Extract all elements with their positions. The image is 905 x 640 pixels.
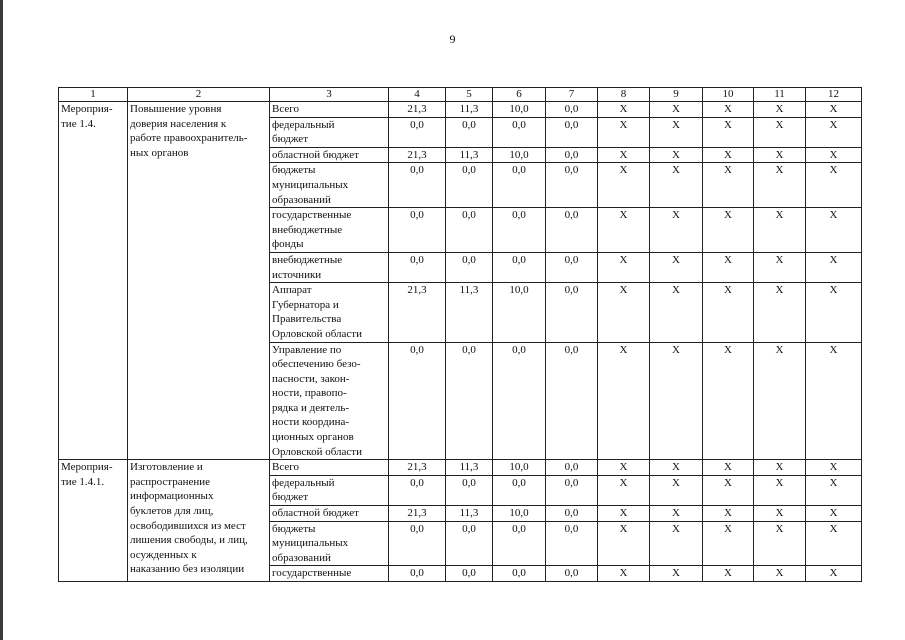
amount-cell: 0,0 — [493, 566, 546, 582]
funding-source-line: государственные — [272, 209, 352, 222]
x-mark-cell: X — [754, 208, 806, 253]
funding-source-line: областной бюджет — [272, 507, 359, 520]
amount-cell: 0,0 — [389, 163, 446, 208]
funding-source-line: источники — [272, 268, 322, 281]
x-mark-cell: X — [806, 475, 862, 505]
amount-cell: 0,0 — [493, 342, 546, 460]
amount-cell: 0,0 — [446, 342, 493, 460]
x-mark-cell: X — [754, 102, 806, 118]
header-cell: 1 — [59, 88, 128, 102]
x-mark-cell: X — [806, 163, 862, 208]
measure-code-cell — [59, 102, 128, 460]
amount-cell: 10,0 — [493, 102, 546, 118]
x-mark-cell: X — [806, 521, 862, 566]
funding-source-cell — [270, 475, 389, 505]
x-mark-cell: X — [703, 521, 754, 566]
funding-source-line: ности, правопо- — [272, 387, 347, 400]
amount-cell: 0,0 — [546, 147, 598, 163]
x-mark-cell: X — [598, 163, 650, 208]
measure-title-line: Изготовление и — [130, 461, 203, 474]
header-cell: 5 — [446, 88, 493, 102]
header-row — [59, 88, 862, 102]
amount-cell: 0,0 — [389, 117, 446, 147]
x-mark-cell: X — [754, 475, 806, 505]
header-cell: 3 — [270, 88, 389, 102]
amount-cell: 0,0 — [389, 475, 446, 505]
measure-title-cell — [128, 460, 270, 582]
funding-source-line: бюджет — [272, 491, 308, 504]
funding-source-cell — [270, 117, 389, 147]
amount-cell: 0,0 — [446, 475, 493, 505]
x-mark-cell: X — [806, 566, 862, 582]
measure-title-line: работе правоохранитель- — [130, 132, 248, 145]
amount-cell: 10,0 — [493, 506, 546, 522]
amount-cell: 0,0 — [446, 566, 493, 582]
funding-source-line: федеральный — [272, 118, 335, 131]
amount-cell: 0,0 — [389, 252, 446, 282]
funding-source-line: образований — [272, 551, 331, 564]
x-mark-cell: X — [703, 147, 754, 163]
amount-cell: 0,0 — [389, 566, 446, 582]
x-mark-cell: X — [703, 252, 754, 282]
amount-cell: 11,3 — [446, 506, 493, 522]
x-mark-cell: X — [703, 102, 754, 118]
x-mark-cell: X — [650, 102, 703, 118]
amount-cell: 21,3 — [389, 147, 446, 163]
funding-source-line: Орловской области — [272, 327, 362, 340]
funding-source-line: Правительства — [272, 313, 342, 326]
funding-source-line: внебюджетные — [272, 223, 343, 236]
funding-source-line: Губернатора и — [272, 298, 339, 311]
amount-cell: 11,3 — [446, 147, 493, 163]
amount-cell: 0,0 — [493, 117, 546, 147]
measure-title-line: наказанию без изоляции — [130, 563, 245, 576]
x-mark-cell: X — [703, 283, 754, 342]
header-cell: 9 — [650, 88, 703, 102]
amount-cell: 0,0 — [546, 506, 598, 522]
x-mark-cell: X — [754, 283, 806, 342]
x-mark-cell: X — [806, 506, 862, 522]
scan-edge — [0, 0, 3, 640]
measure-title-line: доверия населения к — [130, 117, 227, 130]
funding-source-line: внебюджетные — [272, 253, 343, 266]
funding-source-cell — [270, 521, 389, 566]
x-mark-cell: X — [650, 506, 703, 522]
x-mark-cell: X — [806, 147, 862, 163]
funding-source-cell — [270, 460, 389, 476]
x-mark-cell: X — [754, 506, 806, 522]
x-mark-cell: X — [754, 163, 806, 208]
header-cell: 2 — [128, 88, 270, 102]
amount-cell: 0,0 — [546, 475, 598, 505]
funding-source-cell — [270, 506, 389, 522]
x-mark-cell: X — [598, 342, 650, 460]
measure-title-line: ных органов — [130, 146, 189, 159]
funding-source-cell — [270, 566, 389, 582]
funding-source-line: Аппарат — [272, 284, 312, 297]
measure-title-line: лишения свободы, и лиц, — [130, 534, 248, 547]
page-number: 9 — [449, 32, 456, 46]
funding-source-line: обеспечению безо- — [272, 358, 361, 371]
x-mark-cell: X — [703, 475, 754, 505]
funding-source-line: ности координа- — [272, 416, 350, 429]
funding-source-line: бюджет — [272, 133, 308, 146]
measure-code-cell — [59, 460, 128, 582]
funding-source-line: бюджеты — [272, 164, 316, 177]
amount-cell: 0,0 — [546, 163, 598, 208]
funding-source-cell — [270, 163, 389, 208]
x-mark-cell: X — [650, 342, 703, 460]
funding-source-line: Всего — [272, 461, 299, 474]
amount-cell: 0,0 — [389, 208, 446, 253]
x-mark-cell: X — [806, 117, 862, 147]
header-cell: 12 — [806, 88, 862, 102]
x-mark-cell: X — [650, 208, 703, 253]
measure-title-line: распространение — [130, 475, 211, 488]
amount-cell: 0,0 — [546, 208, 598, 253]
amount-cell: 0,0 — [446, 252, 493, 282]
measure-title-line: информационных — [130, 490, 214, 503]
funding-source-line: Управление по — [272, 343, 342, 356]
table-row — [59, 460, 862, 476]
measure-title-line: Повышение уровня — [130, 103, 222, 115]
amount-cell: 0,0 — [389, 521, 446, 566]
x-mark-cell: X — [650, 521, 703, 566]
x-mark-cell: X — [806, 460, 862, 476]
x-mark-cell: X — [703, 117, 754, 147]
amount-cell: 10,0 — [493, 147, 546, 163]
funding-source-line: пасности, закон- — [272, 372, 350, 385]
funding-source-line: государственные — [272, 567, 352, 580]
x-mark-cell: X — [754, 342, 806, 460]
amount-cell: 0,0 — [389, 342, 446, 460]
amount-cell: 0,0 — [493, 521, 546, 566]
table-row — [59, 102, 862, 118]
funding-source-cell — [270, 102, 389, 118]
amount-cell: 21,3 — [389, 506, 446, 522]
amount-cell: 0,0 — [546, 252, 598, 282]
x-mark-cell: X — [703, 342, 754, 460]
x-mark-cell: X — [754, 460, 806, 476]
x-mark-cell: X — [806, 208, 862, 253]
header-cell: 4 — [389, 88, 446, 102]
x-mark-cell: X — [806, 102, 862, 118]
header-cell: 10 — [703, 88, 754, 102]
funding-source-line: образований — [272, 193, 331, 206]
measure-code-line: тие 1.4.1. — [61, 475, 105, 488]
x-mark-cell: X — [806, 252, 862, 282]
amount-cell: 11,3 — [446, 460, 493, 476]
amount-cell: 0,0 — [546, 117, 598, 147]
amount-cell: 21,3 — [389, 283, 446, 342]
measure-code-line: Мероприя- — [61, 461, 113, 474]
funding-source-cell — [270, 342, 389, 460]
x-mark-cell: X — [650, 117, 703, 147]
x-mark-cell: X — [806, 342, 862, 460]
funding-source-line: рядка и деятель- — [272, 401, 349, 414]
funding-source-cell — [270, 208, 389, 253]
amount-cell: 0,0 — [493, 163, 546, 208]
x-mark-cell: X — [650, 283, 703, 342]
measure-title-line: буклетов для лиц, — [130, 505, 214, 518]
x-mark-cell: X — [598, 102, 650, 118]
funding-source-line: ционных органов — [272, 431, 354, 444]
header-cell: 7 — [546, 88, 598, 102]
amount-cell: 0,0 — [446, 163, 493, 208]
funding-source-cell — [270, 147, 389, 163]
x-mark-cell: X — [598, 117, 650, 147]
x-mark-cell: X — [598, 252, 650, 282]
x-mark-cell: X — [650, 163, 703, 208]
amount-cell: 0,0 — [546, 460, 598, 476]
x-mark-cell: X — [650, 147, 703, 163]
x-mark-cell: X — [754, 252, 806, 282]
amount-cell: 11,3 — [446, 102, 493, 118]
x-mark-cell: X — [598, 147, 650, 163]
x-mark-cell: X — [650, 566, 703, 582]
x-mark-cell: X — [598, 208, 650, 253]
x-mark-cell: X — [703, 506, 754, 522]
x-mark-cell: X — [754, 147, 806, 163]
funding-source-line: муниципальных — [272, 178, 349, 191]
amount-cell: 0,0 — [493, 252, 546, 282]
x-mark-cell: X — [703, 163, 754, 208]
amount-cell: 10,0 — [493, 283, 546, 342]
x-mark-cell: X — [598, 460, 650, 476]
x-mark-cell: X — [598, 521, 650, 566]
measure-code-line: Мероприя- — [61, 103, 113, 115]
amount-cell: 10,0 — [493, 460, 546, 476]
funding-source-line: Всего — [272, 103, 299, 115]
funding-source-cell — [270, 252, 389, 282]
x-mark-cell: X — [650, 252, 703, 282]
x-mark-cell: X — [754, 566, 806, 582]
amount-cell: 0,0 — [546, 521, 598, 566]
amount-cell: 0,0 — [546, 566, 598, 582]
funding-source-line: фонды — [272, 238, 304, 251]
x-mark-cell: X — [650, 475, 703, 505]
x-mark-cell: X — [754, 117, 806, 147]
x-mark-cell: X — [598, 506, 650, 522]
x-mark-cell: X — [703, 566, 754, 582]
x-mark-cell: X — [806, 283, 862, 342]
amount-cell: 0,0 — [546, 342, 598, 460]
x-mark-cell: X — [754, 521, 806, 566]
amount-cell: 21,3 — [389, 102, 446, 118]
amount-cell: 0,0 — [446, 208, 493, 253]
measure-title-line: осужденных к — [130, 548, 197, 561]
amount-cell: 0,0 — [546, 283, 598, 342]
funding-source-line: Орловской области — [272, 445, 362, 458]
x-mark-cell: X — [598, 283, 650, 342]
header-cell: 11 — [754, 88, 806, 102]
amount-cell: 21,3 — [389, 460, 446, 476]
x-mark-cell: X — [703, 460, 754, 476]
measure-code-line: тие 1.4. — [61, 117, 96, 130]
amount-cell: 0,0 — [493, 475, 546, 505]
header-cell: 8 — [598, 88, 650, 102]
x-mark-cell: X — [650, 460, 703, 476]
measure-title-cell — [128, 102, 270, 460]
amount-cell: 0,0 — [446, 521, 493, 566]
x-mark-cell: X — [598, 475, 650, 505]
amount-cell: 11,3 — [446, 283, 493, 342]
x-mark-cell: X — [703, 208, 754, 253]
funding-source-line: муниципальных — [272, 537, 349, 550]
funding-source-line: областной бюджет — [272, 148, 359, 161]
amount-cell: 0,0 — [446, 117, 493, 147]
budget-table — [58, 87, 862, 582]
funding-source-cell — [270, 283, 389, 342]
funding-source-line: бюджеты — [272, 522, 316, 535]
amount-cell: 0,0 — [493, 208, 546, 253]
measure-title-line: освободившихся из мест — [130, 519, 246, 532]
amount-cell: 0,0 — [546, 102, 598, 118]
funding-source-line: федеральный — [272, 476, 335, 489]
x-mark-cell: X — [598, 566, 650, 582]
header-cell: 6 — [493, 88, 546, 102]
